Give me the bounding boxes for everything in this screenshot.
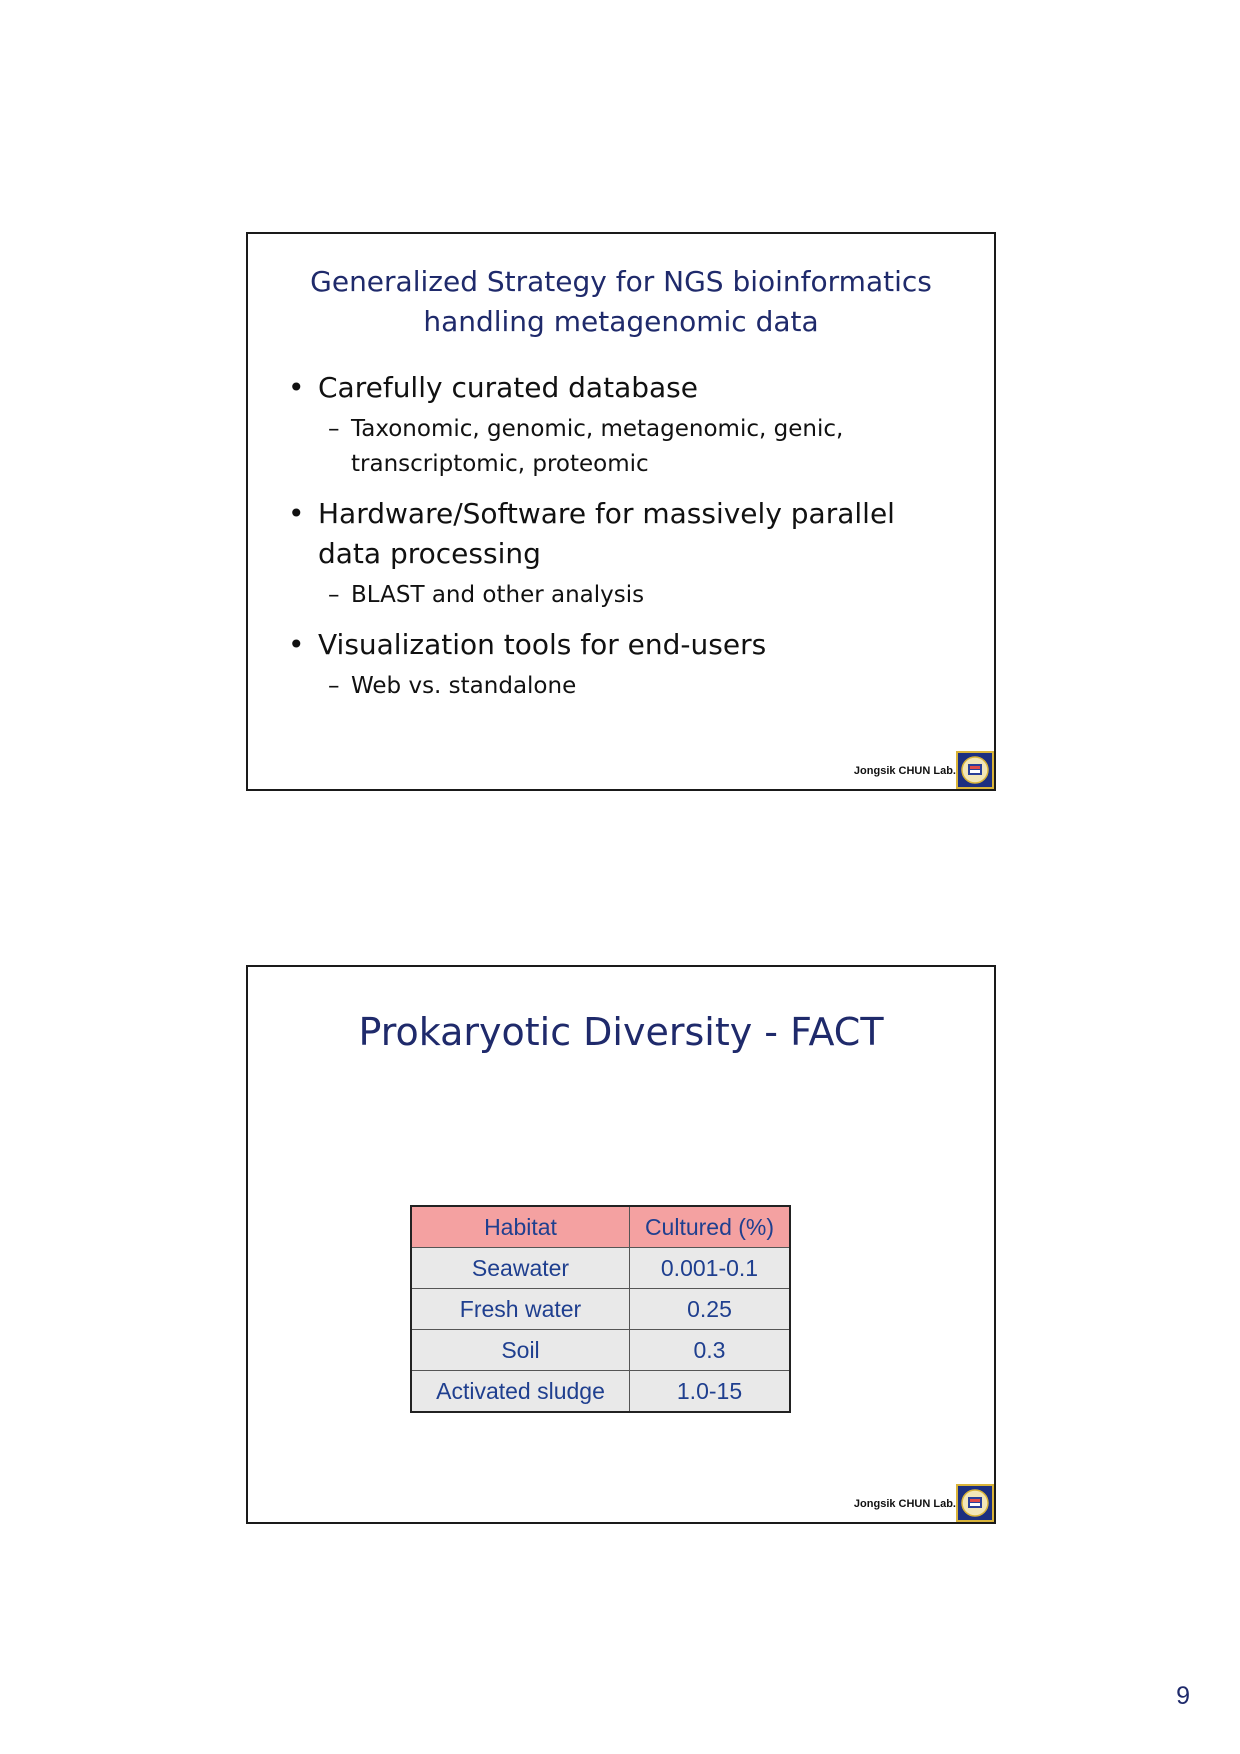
table-cell: 0.3 <box>630 1330 791 1371</box>
university-seal-icon <box>956 751 994 789</box>
slide-generalized-strategy <box>246 232 996 791</box>
table-row <box>411 1289 790 1330</box>
table-row <box>411 1248 790 1289</box>
table-row <box>411 1371 790 1413</box>
column-header-cultured: Cultured (%) <box>630 1206 791 1248</box>
bullet-list <box>288 368 964 716</box>
sub-bullet-item: – Taxonomic, genomic, metagenomic, genic, transcriptomic, proteomic <box>328 416 844 477</box>
table-row <box>411 1330 790 1371</box>
table-cell: Soil <box>411 1330 630 1371</box>
bullet-item: • Hardware/Software for massively parallel data processing <box>288 494 964 574</box>
habitat-table <box>410 1205 791 1413</box>
table-cell: Seawater <box>411 1248 630 1289</box>
table-cell: 0.001-0.1 <box>630 1248 791 1289</box>
bullet-item: • Visualization tools for end-users <box>288 625 964 665</box>
table-cell: 0.25 <box>630 1289 791 1330</box>
sub-bullet-item: – Web vs. standalone <box>328 673 577 699</box>
university-seal-icon <box>956 1484 994 1522</box>
lab-footer: Jongsik CHUN Lab. <box>853 765 956 777</box>
page-number: 9 <box>1176 1682 1190 1710</box>
sub-bullet-item: – BLAST and other analysis <box>328 582 645 608</box>
table-header-row <box>411 1206 790 1248</box>
table-cell: 1.0-15 <box>630 1371 791 1413</box>
slide-title: Generalized Strategy for NGS bioinformatics handling metagenomic data <box>310 265 932 338</box>
slide-title: Prokaryotic Diversity - FACT <box>358 1010 884 1054</box>
bullet-item: • Carefully curated database <box>288 368 964 408</box>
lab-footer: Jongsik CHUN Lab. <box>853 1498 956 1510</box>
table-cell: Fresh water <box>411 1289 630 1330</box>
column-header-habitat: Habitat <box>411 1206 630 1248</box>
slide-prokaryotic-diversity <box>246 965 996 1524</box>
table-cell: Activated sludge <box>411 1371 630 1413</box>
